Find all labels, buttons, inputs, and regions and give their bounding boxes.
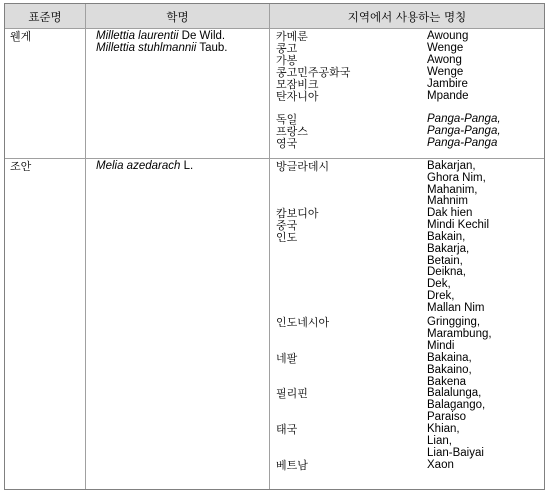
region-name: 베트남 <box>276 459 308 472</box>
species-name-table <box>4 3 545 490</box>
region-name: 네팔 <box>276 352 298 365</box>
region-name: 태국 <box>276 423 298 436</box>
standard-name: 웬게 <box>10 30 32 43</box>
region-name: 콩고 <box>276 42 298 55</box>
local-name: Panga-Panga, <box>427 113 501 125</box>
row-divider <box>5 158 544 159</box>
local-name: Gringging, Marambung, Mindi <box>427 316 492 352</box>
genus-species: Millettia laurentii <box>96 30 179 42</box>
region-name: 모잠비크 <box>276 78 319 91</box>
region-name: 인도네시아 <box>276 316 330 329</box>
author: Taub. <box>199 42 228 54</box>
region-name: 독일 <box>276 113 298 126</box>
local-name: Bakarjan, Ghora Nim, Mahanim, Mahnim <box>427 160 486 208</box>
genus-species: Millettia stuhlmannii <box>96 42 197 54</box>
region-name: 필리핀 <box>276 387 308 400</box>
header-cell-local-names <box>270 4 544 28</box>
local-name: Panga-Panga <box>427 137 498 149</box>
local-name: Khian, Lian, Lian-Baiyai <box>427 423 484 459</box>
scientific-name <box>96 43 228 55</box>
local-name: Mpande <box>427 90 469 102</box>
local-name: Bakain, Bakarja, Betain, Deikna, Dek, Drek, Mallan Nim <box>427 231 485 314</box>
local-name: Balalunga, Balagango, Paraiso <box>427 387 486 423</box>
header-local-names: 지역에서 사용하는 명칭 <box>347 10 467 24</box>
local-name: Mindi Kechil <box>427 219 489 231</box>
region-name: 콩고민주공화국 <box>276 66 351 79</box>
region-name: 카메룬 <box>276 30 308 43</box>
local-name: Panga-Panga, <box>427 125 501 137</box>
standard-name: 조안 <box>10 160 32 173</box>
local-name: Dak hien <box>427 207 473 219</box>
region-name: 중국 <box>276 219 298 232</box>
local-name: Wenge <box>427 42 464 54</box>
local-name: Awong <box>427 54 462 66</box>
column-divider <box>85 4 86 489</box>
local-name: Jambire <box>427 78 468 90</box>
local-name: Bakaina, Bakaino, Bakena <box>427 352 472 388</box>
region-name: 인도 <box>276 231 298 244</box>
row-divider <box>5 28 544 29</box>
genus-species: Melia azedarach <box>96 160 181 172</box>
local-name: Awoung <box>427 30 469 42</box>
local-name: Wenge <box>427 66 464 78</box>
header-standard-name: 표준명 <box>28 10 62 24</box>
author: L. <box>183 160 194 172</box>
region-name: 영국 <box>276 137 298 150</box>
region-name: 방글라데시 <box>276 160 330 173</box>
region-name: 캄보디아 <box>276 207 319 220</box>
region-name: 가봉 <box>276 54 298 67</box>
author: De Wild. <box>181 30 226 42</box>
column-divider <box>269 4 270 489</box>
header-cell-scientific-name <box>86 4 269 28</box>
local-name: Xaon <box>427 459 454 471</box>
header-scientific-name: 학명 <box>166 10 189 24</box>
header-cell-standard-name <box>5 4 85 28</box>
region-name: 탄자니아 <box>276 90 319 103</box>
scientific-name <box>96 161 193 173</box>
region-name: 프랑스 <box>276 125 308 138</box>
